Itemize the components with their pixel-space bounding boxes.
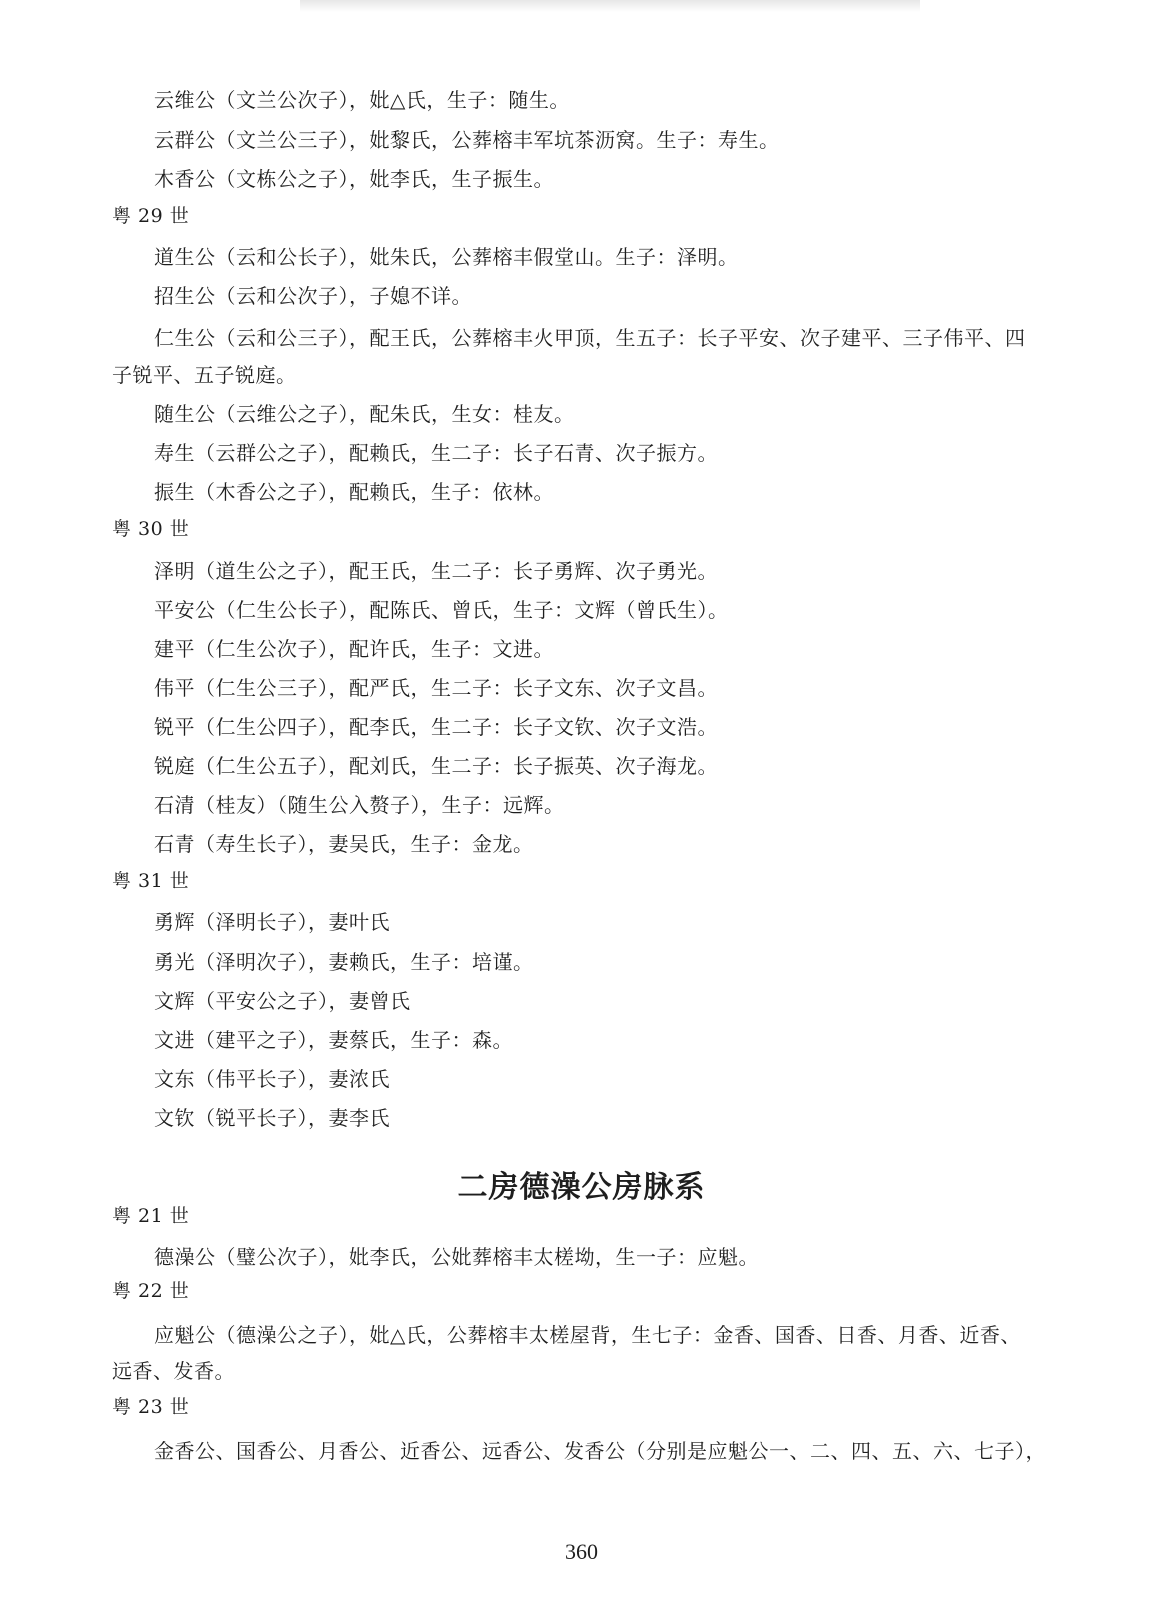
entry-line: 仁生公（云和公三子），配王氏，公葬榕丰火甲顶，生五子：长子平安、次子建平、三子伟平、四 [154,326,1026,350]
entry-line-continuation: 子锐平、五子锐庭。 [112,363,297,387]
entry-line: 文辉（平安公之子），妻曾氏 [154,989,411,1013]
entry-line: 寿生（云群公之子），配赖氏，生二子：长子石青、次子振方。 [154,441,718,465]
entry-line: 云群公（文兰公三子），妣黎氏，公葬榕丰军坑茶沥窝。生子：寿生。 [154,128,780,152]
scan-shadow [300,0,920,12]
entry-line-continuation: 远香、发香。 [112,1359,235,1383]
entry-line: 德澡公（璧公次子），妣李氏，公妣葬榕丰太槎坳，生一子：应魁。 [154,1245,759,1269]
entry-line: 勇辉（泽明长子），妻叶氏 [154,910,390,934]
entry-line: 勇光（泽明次子），妻赖氏，生子：培谨。 [154,950,534,974]
entry-line: 泽明（道生公之子），配王氏，生二子：长子勇辉、次子勇光。 [154,559,718,583]
entry-line: 文进（建平之子），妻蔡氏，生子：森。 [154,1028,513,1052]
generation-heading: 粤 23 世 [112,1396,190,1418]
entry-line: 木香公（文栋公之子），妣李氏，生子振生。 [154,167,554,191]
entry-line: 伟平（仁生公三子），配严氏，生二子：长子文东、次子文昌。 [154,676,718,700]
entry-line: 石青（寿生长子），妻吴氏，生子：金龙。 [154,832,534,856]
generation-heading: 粤 30 世 [112,518,190,540]
page-number: 360 [565,1539,598,1564]
entry-line: 云维公（文兰公次子），妣△氏，生子：随生。 [154,88,570,112]
generation-heading: 粤 22 世 [112,1280,190,1302]
entry-line: 随生公（云维公之子），配朱氏，生女：桂友。 [154,402,575,426]
entry-line: 平安公（仁生公长子），配陈氏、曾氏，生子：文辉（曾氏生）。 [154,598,729,622]
entry-line: 金香公、国香公、月香公、近香公、远香公、发香公（分别是应魁公一、二、四、五、六、七子）， [154,1439,1046,1463]
entry-line: 振生（木香公之子），配赖氏，生子：依林。 [154,480,554,504]
entry-line: 文钦（锐平长子），妻李氏 [154,1106,390,1130]
entry-line: 招生公（云和公次子），子媳不详。 [154,284,472,308]
entry-line: 应魁公（德澡公之子），妣△氏，公葬榕丰太槎屋背，生七子：金香、国香、日香、月香、近香、 [154,1323,1021,1347]
generation-heading: 粤 31 世 [112,870,190,892]
entry-line: 道生公（云和公长子），妣朱氏，公葬榕丰假堂山。生子：泽明。 [154,245,739,269]
section-title: 二房德澡公房脉系 [457,1170,706,1205]
entry-line: 锐庭（仁生公五子），配刘氏，生二子：长子振英、次子海龙。 [154,754,718,778]
entry-line: 文东（伟平长子），妻浓氏 [154,1067,390,1091]
generation-heading: 粤 21 世 [112,1205,190,1227]
generation-heading: 粤 29 世 [112,205,190,227]
entry-line: 锐平（仁生公四子），配李氏，生二子：长子文钦、次子文浩。 [154,715,718,739]
entry-line: 建平（仁生公次子），配许氏，生子：文进。 [154,637,554,661]
entry-line: 石清（桂友）（随生公入赘子），生子：远辉。 [154,793,565,817]
